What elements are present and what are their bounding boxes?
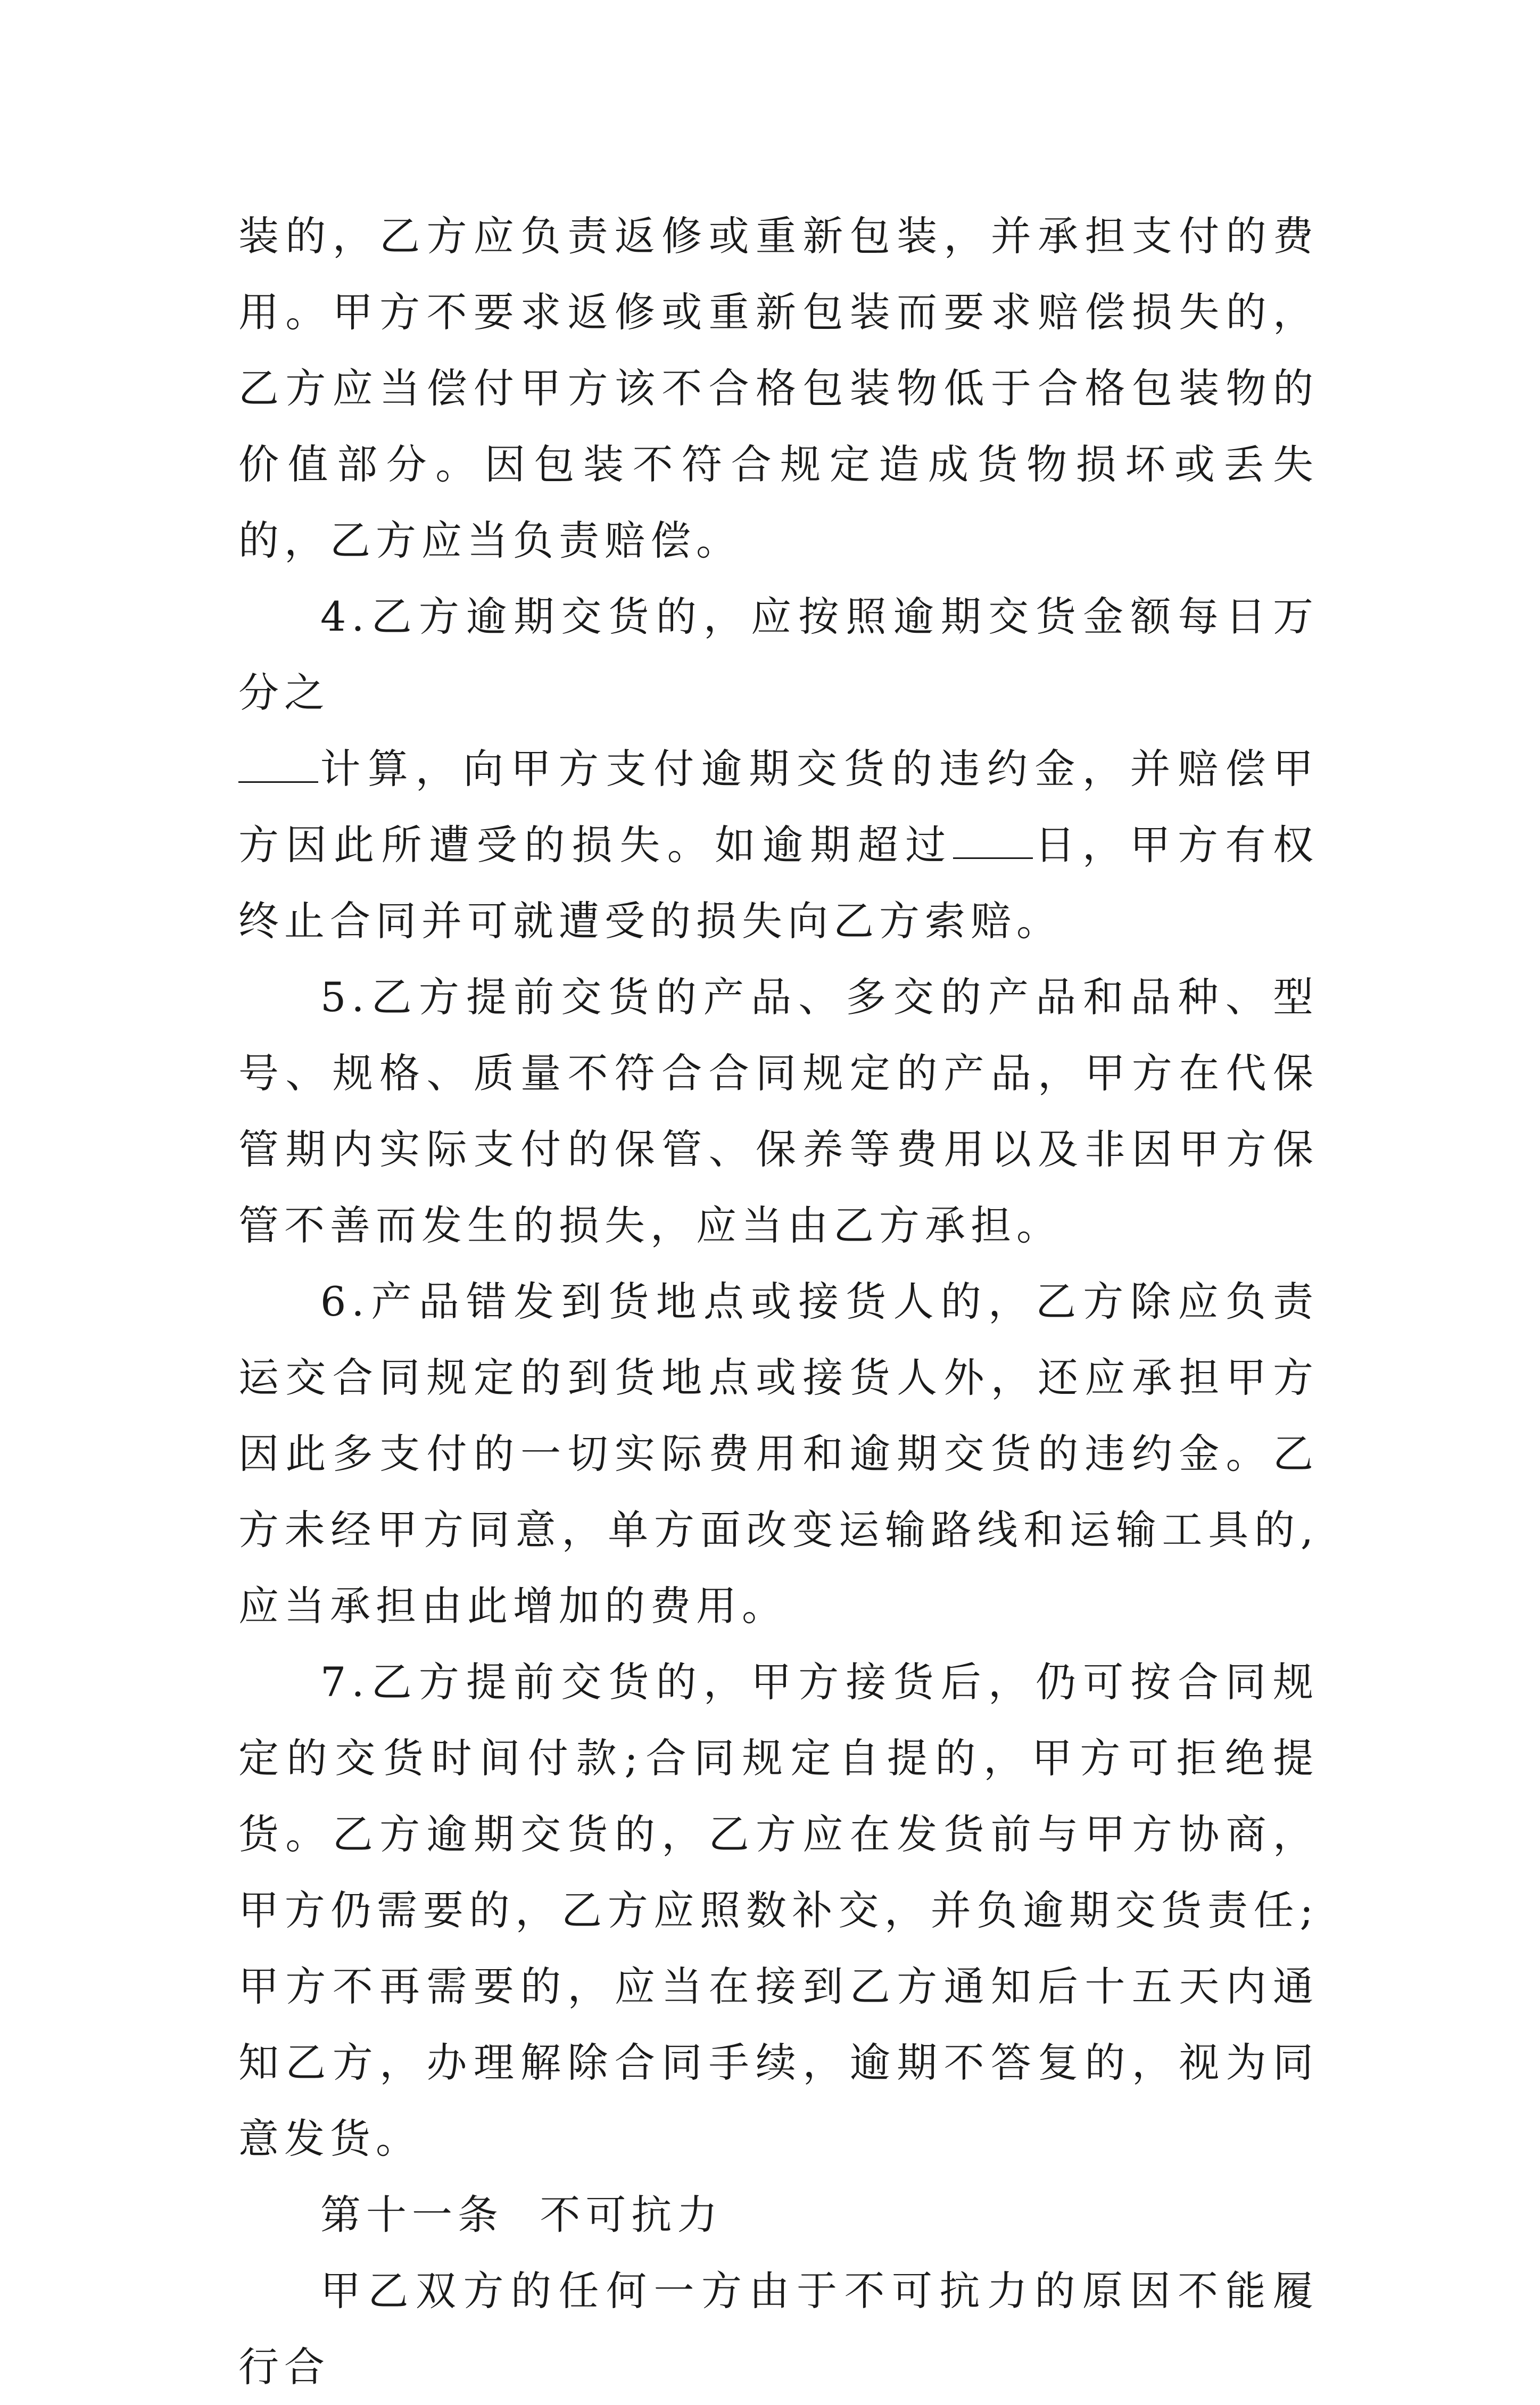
paragraph-item-4 [238, 578, 1319, 959]
blank-days [953, 824, 1033, 859]
blank-rate [238, 748, 318, 783]
item-4-part1: 4.乙方逾期交货的，应按照逾期交货金额每日万分之 [238, 593, 1319, 716]
paragraph-item-7: 7.乙方提前交货的，甲方接货后，仍可按合同规定的交货时间付款;合同规定自提的，甲方可拒绝提货。乙方逾期交货的，乙方应在发货前与甲方协商，甲方仍需要的，乙方应照数补交，并负逾期交货责任;甲方不再需要的，应当在接到乙方通知后十五天内通知乙方，办理解除合同手续，逾期不答复的，视为同意发货。 [238, 1658, 1319, 2162]
paragraph-item-5: 5.乙方提前交货的产品、多交的产品和品种、型号、规格、质量不符合合同规定的产品，甲方在代保管期内实际支付的保管、保养等费用以及非因甲方保管不善而发生的损失，应当由乙方承担。 [238, 973, 1319, 1249]
paragraph-packaging: 装的，乙方应负责返修或重新包装，并承担支付的费用。甲方不要求返修或重新包装而要求赔偿损失的，乙方应当偿付甲方该不合格包装物低于合格包装物的价值部分。因包装不符合规定造成货物损坏或丢失的，乙方应当负责赔偿。 [238, 212, 1319, 564]
item-4-part2: 计算，向甲方支付逾期交货的违约金，并赔偿甲方因此所遭受的损失。如逾期超过 [238, 745, 1319, 869]
section-heading: 第十一条 不可抗力 [320, 2191, 723, 2238]
document-body [238, 198, 1319, 2405]
paragraph-force-majeure: 甲乙双方的任何一方由于不可抗力的原因不能履行合 [238, 2267, 1319, 2391]
item-4-part3: 日，甲方有权终止合同并可就遭受的损失向乙方索赔。 [238, 821, 1319, 945]
paragraph-item-6: 6.产品错发到货地点或接货人的，乙方除应负责运交合同规定的到货地点或接货人外，还应承担甲方因此多支付的一切实际费用和逾期交货的违约金。乙方未经甲方同意，单方面改变运输路线和运输工具的,应当承担由此增加的费用。 [238, 1278, 1319, 1630]
